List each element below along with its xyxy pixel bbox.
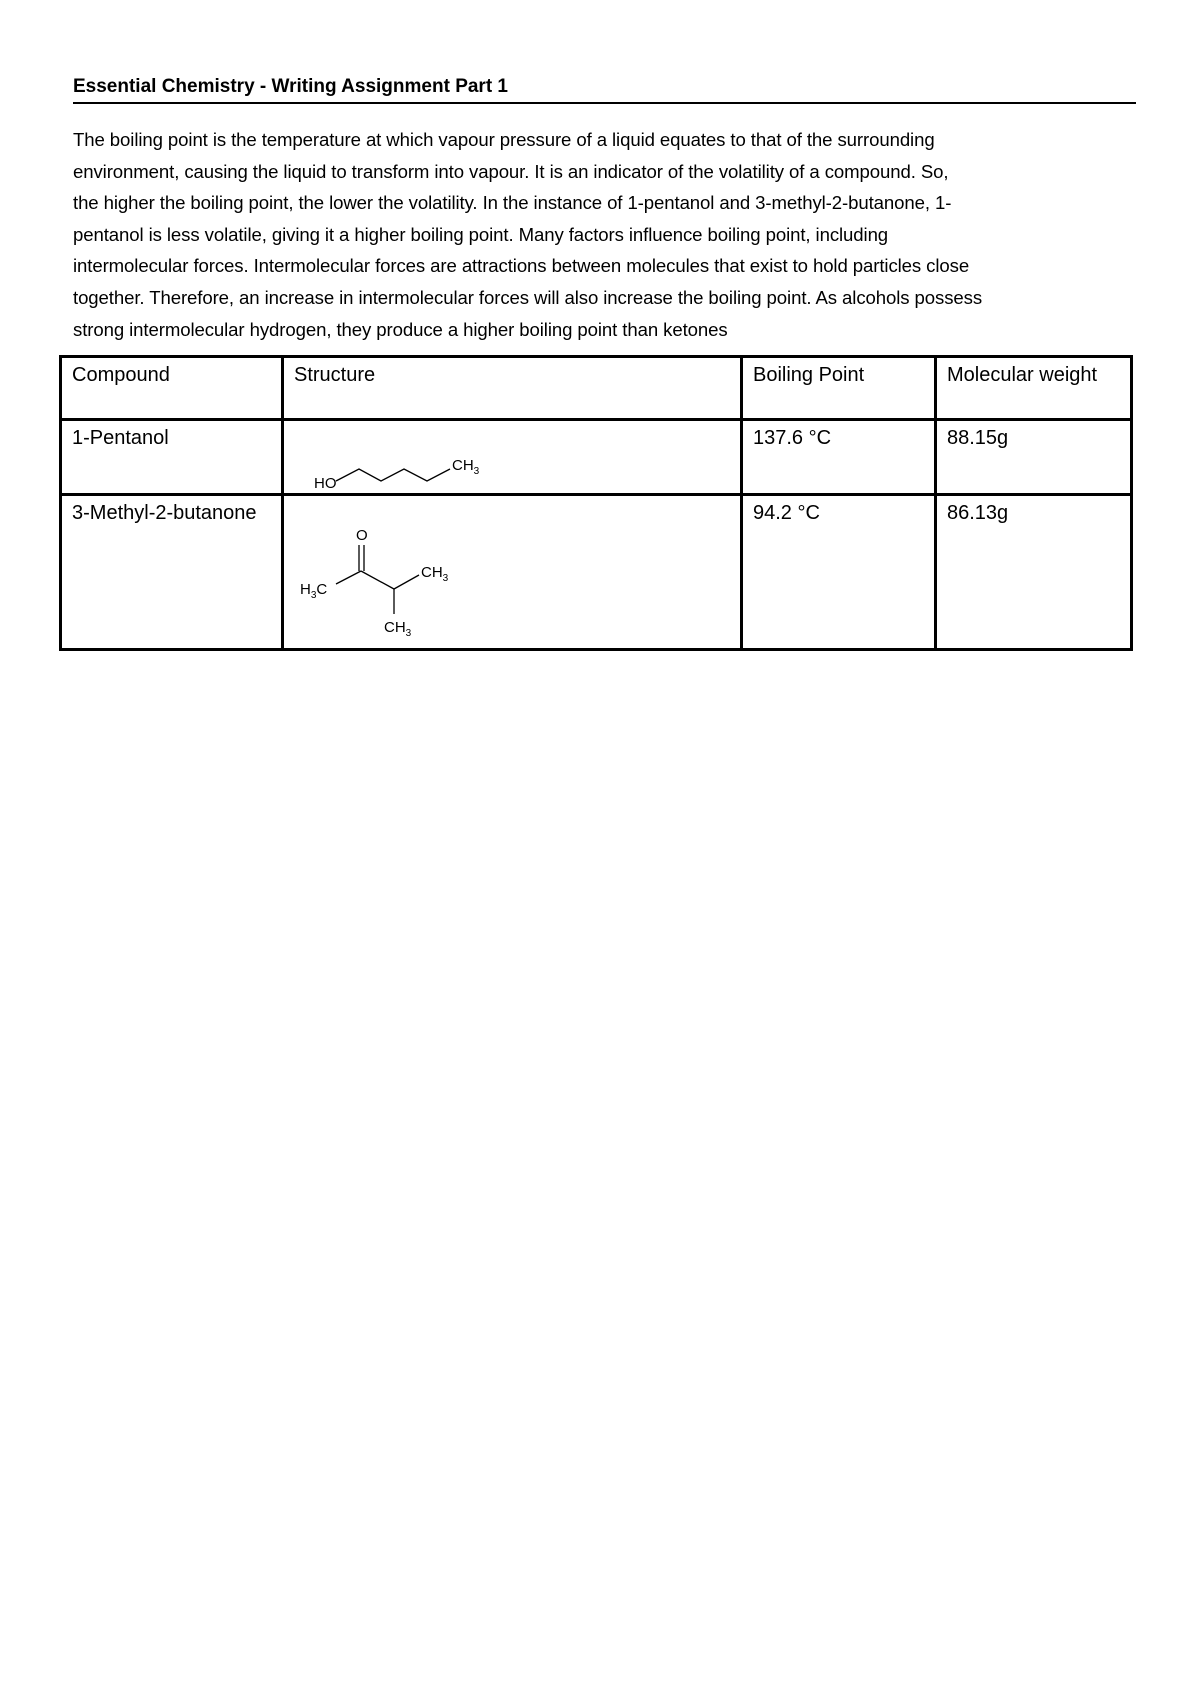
- header-structure: Structure: [283, 357, 742, 420]
- structure-label-ho: HO: [314, 475, 337, 491]
- cell-boiling-point: 137.6 °C: [742, 420, 936, 495]
- butanone-structure-diagram: [284, 496, 743, 646]
- pentanol-structure-diagram: [284, 421, 743, 491]
- cell-structure: [283, 420, 742, 495]
- bond-line: [336, 571, 361, 584]
- cell-structure: [283, 495, 742, 650]
- header-compound: Compound: [61, 357, 283, 420]
- paragraph-line: intermolecular forces. Intermolecular forces are attractions between molecules that exist to hold particles close: [73, 255, 970, 277]
- paragraph-line: together. Therefore, an increase in intermolecular forces will also increase the boiling point. As alcohols possess: [73, 286, 983, 308]
- table-row: [61, 420, 1132, 495]
- cell-compound: 3-Methyl-2-butanone: [61, 495, 283, 650]
- structure-label-ch3: $CH_3$: [384, 619, 412, 639]
- document-heading: Essential Chemistry - Writing Assignment Part 1: [73, 74, 1136, 104]
- cell-compound: 1-Pentanol: [61, 420, 283, 495]
- structure-label-ch3: $CH_3$: [421, 564, 449, 584]
- paragraph-line: the higher the boiling point, the lower the volatility. In the instance of 1-pentanol and 3-methyl-2-butanone, 1-: [73, 192, 952, 214]
- paragraph-line: strong intermolecular hydrogen, they produce a higher boiling point than ketones: [73, 318, 728, 340]
- table-row: [61, 495, 1132, 650]
- paragraph-line: environment, causing the liquid to transform into vapour. It is an indicator of the volatility of a compound. So,: [73, 160, 949, 182]
- structure-label-h3c: $H_3C$: [300, 581, 328, 601]
- cell-molecular-weight: 88.15g: [936, 420, 1132, 495]
- paragraph-line: The boiling point is the temperature at which vapour pressure of a liquid equates to that of the surrounding: [73, 129, 935, 150]
- header-boiling-point: Boiling Point: [742, 357, 936, 420]
- structure-label-ch3: $CH_3$: [452, 457, 480, 477]
- paragraph-line: pentanol is less volatile, giving it a higher boiling point. Many factors influence boiling point, including: [73, 223, 889, 245]
- bond-line: [361, 571, 394, 589]
- header-molecular-weight: Molecular weight: [936, 357, 1132, 420]
- bond-line: [394, 575, 419, 589]
- carbon-chain-bonds: [336, 469, 450, 481]
- cell-molecular-weight: 86.13g: [936, 495, 1132, 650]
- compound-table: [59, 355, 1133, 651]
- body-paragraph: [73, 124, 1148, 345]
- table-header-row: [61, 357, 1132, 420]
- cell-boiling-point: 94.2 °C: [742, 495, 936, 650]
- structure-label-oxygen: O: [356, 527, 368, 544]
